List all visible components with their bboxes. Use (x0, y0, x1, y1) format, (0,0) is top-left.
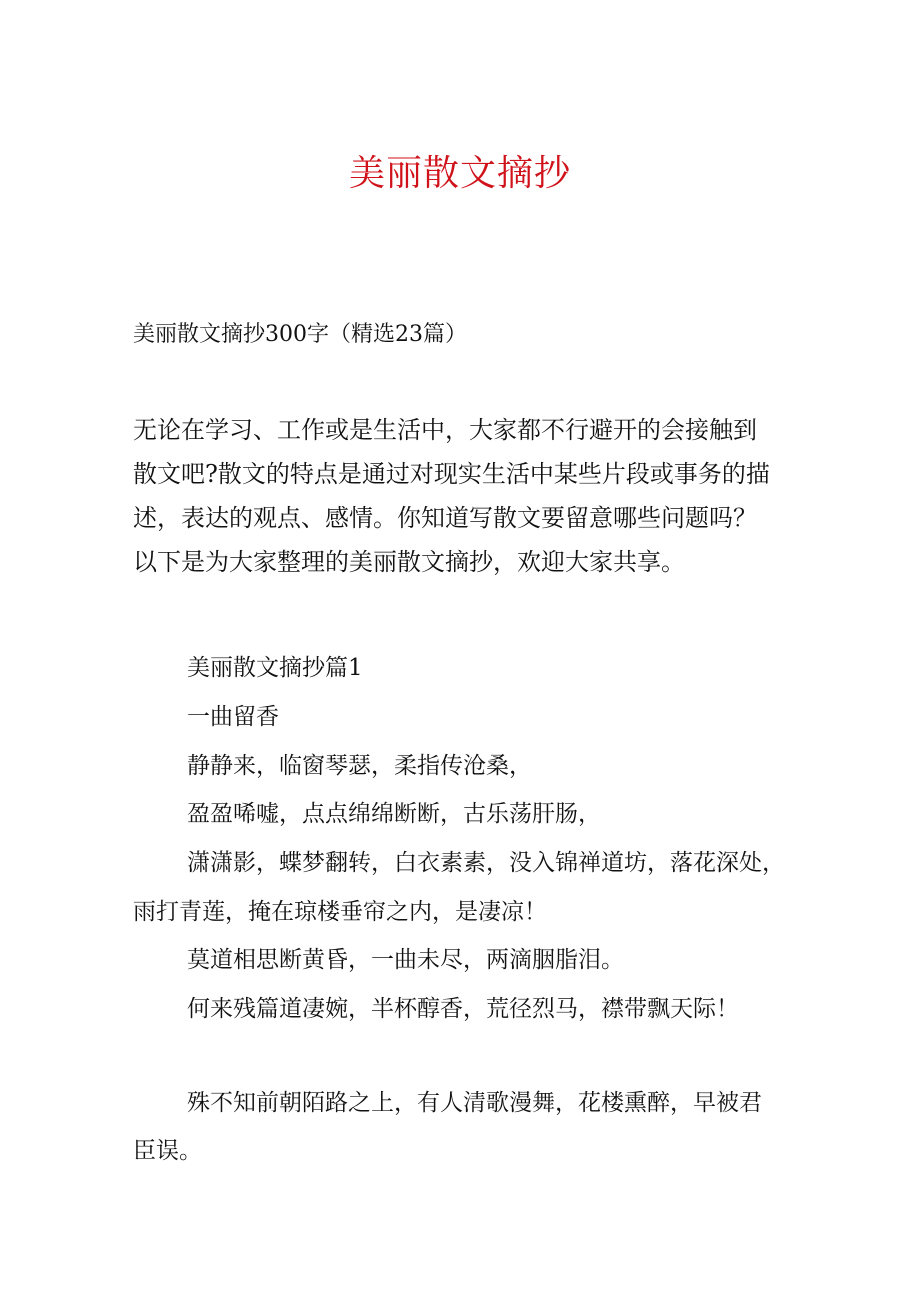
body-line: 何来残篇道凄婉，半杯醇香，荒径烈马，襟带飘天际！ (187, 996, 739, 1022)
intro-line: 以下是为大家整理的美丽散文摘抄，欢迎大家共享。 (133, 548, 685, 576)
document-title: 美丽散文摘抄 (348, 153, 571, 194)
body-line: 雨打青莲，掩在琼楼垂帘之内，是凄凉！ (133, 899, 547, 925)
intro-paragraph (133, 408, 813, 584)
intro-line: 散文吧?散文的特点是通过对现实生活中某些片段或事务的描 (133, 460, 770, 488)
body-line: 臣误。 (133, 1138, 202, 1164)
body-line: 潇潇影，蝶梦翻转，白衣素素，没入锦禅道坊，落花深处， (187, 850, 785, 876)
body-line: 殊不知前朝陌路之上，有人清歌漫舞，花楼熏醉，早被君 (187, 1090, 762, 1116)
document-subtitle: 美丽散文摘抄300字（精选23篇） (133, 322, 467, 347)
body-line: 盈盈唏嘘，点点绵绵断断，古乐荡肝肠， (187, 801, 601, 827)
section-heading: 美丽散文摘抄篇1 (187, 655, 363, 681)
poem-title: 一曲留香 (187, 704, 279, 730)
body-line: 静静来，临窗琴瑟，柔指传沧桑， (187, 753, 532, 779)
intro-line: 述，表达的观点、感情。你知道写散文要留意哪些问题吗？ (133, 504, 757, 532)
body-line: 莫道相思断黄昏，一曲未尽，两滴胭脂泪。 (187, 947, 624, 973)
intro-line: 无论在学习、工作或是生活中，大家都不行避开的会接触到 (133, 416, 757, 444)
